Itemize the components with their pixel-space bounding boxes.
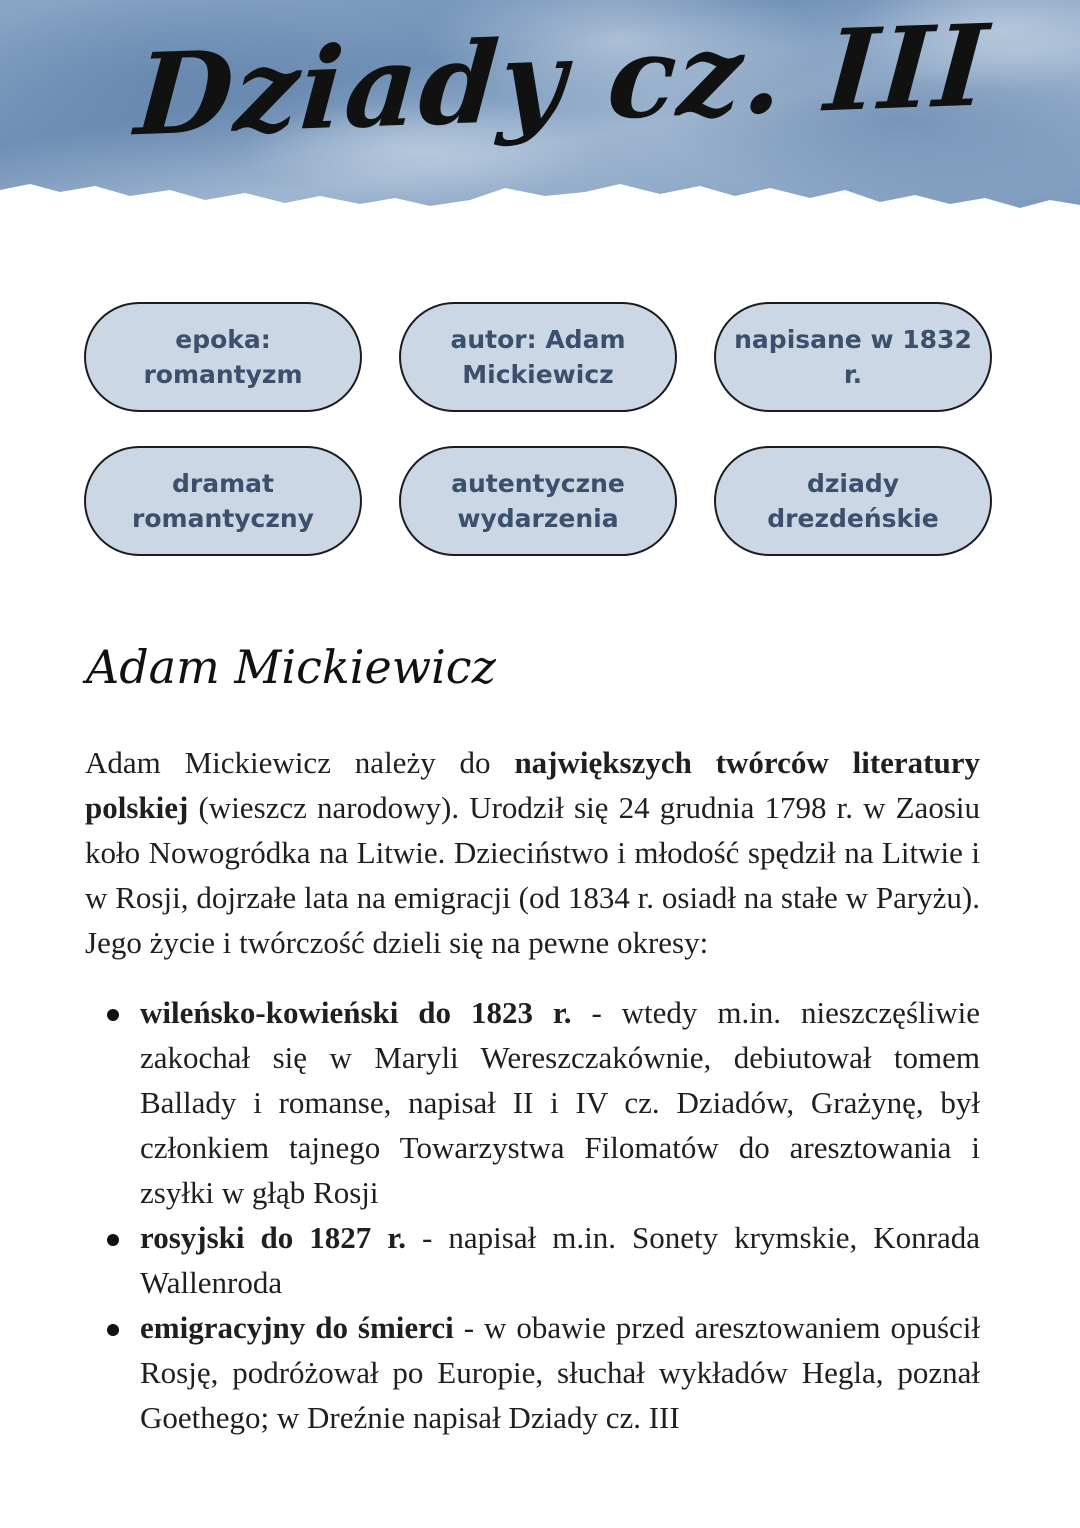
list-item (85, 1305, 980, 1440)
tag-genre[interactable]: dramat romantyczny (84, 446, 362, 556)
period-term: wileńsko-kowieński do 1823 r. (140, 995, 572, 1030)
period-term: emigracyjny do śmierci (140, 1310, 454, 1345)
bullet-icon (107, 1009, 119, 1021)
tag-epoch[interactable]: epoka: romantyzm (84, 302, 362, 412)
tag-grid (84, 302, 996, 556)
intro-paragraph (85, 740, 980, 965)
bullet-icon (107, 1234, 119, 1246)
tag-author[interactable]: autor: Adam Mickiewicz (399, 302, 677, 412)
bullet-icon (107, 1324, 119, 1336)
period-description: - napisał m.in. Sonety krymskie, Konrada Wallenroda (140, 1220, 980, 1300)
page-title: Dziady cz. III (131, 0, 994, 162)
period-description: - w obawie przed aresztowaniem opuścił Rosję, podróżował po Europie, słuchał wykładów Hegla, poznał Goethego; w Dreźnie napisał Dziady cz. III (140, 1310, 981, 1435)
period-description: - wtedy m.in. nieszczęśliwie zakochał się w Maryli Wereszczakównie, debiutował tomem Ballady i romanse, napisał II i IV cz. Dziadów, Grażynę, był członkiem tajnego Towarzystwa Filomatów do aresztowania i zsyłki w głąb Rosji (140, 995, 980, 1210)
list-item (85, 1215, 980, 1305)
tag-authentic-events[interactable]: autentyczne wydarzenia (399, 446, 677, 556)
intro-bold-text: największych twórców literatury polskiej (85, 745, 980, 825)
list-item (85, 990, 980, 1215)
section-heading: Adam Mickiewicz (86, 640, 496, 694)
intro-text-2: (wieszcz narodowy). Urodził się 24 grudnia 1798 r. w Zaosiu koło Nowogródka na Litwie. Dzieciństwo i młodość spędził na Litwie i w Rosji, dojrzałe lata na emigracji (od 1834 r. osiadł na stałe w Paryżu). Jego życie i twórczość dzieli się na pewne okresy: (85, 790, 980, 960)
periods-list (85, 990, 980, 1440)
tag-dresden-dziady[interactable]: dziady drezdeńskie (714, 446, 992, 556)
tag-written-year[interactable]: napisane w 1832 r. (714, 302, 992, 412)
intro-text-1: Adam Mickiewicz należy do (85, 745, 515, 780)
period-term: rosyjski do 1827 r. (140, 1220, 406, 1255)
